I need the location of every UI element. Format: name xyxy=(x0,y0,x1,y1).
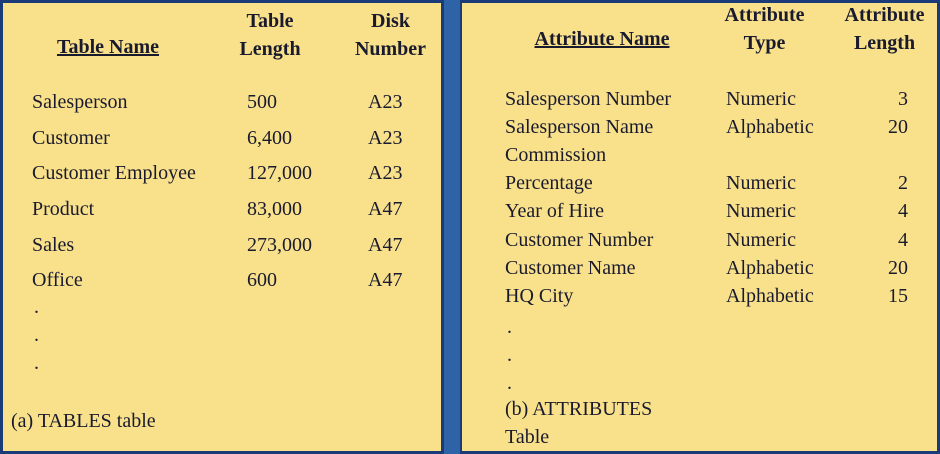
table-length-cell: 6,400 xyxy=(247,127,292,149)
attribute-length-cell: 4 xyxy=(898,229,908,251)
disk-number-cell: A47 xyxy=(368,234,403,256)
attribute-type-cell: Numeric xyxy=(726,200,796,222)
disk-number-cell: A23 xyxy=(368,127,403,149)
table-name-header: Table Name xyxy=(56,36,160,58)
attribute-name-cell: Percentage xyxy=(505,172,593,194)
disk-number-cell: A23 xyxy=(368,162,403,184)
table-length-cell: 600 xyxy=(247,269,277,291)
attribute-length-cell: 15 xyxy=(888,285,908,307)
attribute-name-cell: HQ City xyxy=(505,285,574,307)
panel-divider xyxy=(444,0,460,454)
ellipsis-dot: . xyxy=(34,324,39,346)
attribute-length-header: Attribute Length xyxy=(844,4,925,54)
disk-number-cell: A23 xyxy=(368,91,403,113)
attribute-type-cell: Alphabetic xyxy=(726,285,814,307)
attribute-type-header: Attribute Type xyxy=(724,4,805,54)
attribute-name-cell: Year of Hire xyxy=(505,200,605,222)
attribute-type-cell: Alphabetic xyxy=(726,257,814,279)
attribute-name-cell: Salesperson Number xyxy=(505,88,672,110)
attribute-type-cell: Numeric xyxy=(726,229,796,251)
table-length-cell: 83,000 xyxy=(247,198,302,220)
attribute-type-cell: Alphabetic xyxy=(726,116,814,138)
table-name-cell: Salesperson xyxy=(32,91,128,113)
attribute-type-cell: Numeric xyxy=(726,88,796,110)
table-length-cell: 273,000 xyxy=(247,234,312,256)
attribute-name-cell: Customer Number xyxy=(505,229,654,251)
attribute-name-cell: Salesperson Name xyxy=(505,116,654,138)
table-name-cell: Office xyxy=(32,269,83,291)
table-name-cell: Customer Employee xyxy=(32,162,196,184)
attribute-length-cell: 4 xyxy=(898,200,908,222)
table-length-cell: 500 xyxy=(247,91,277,113)
attribute-length-cell: 2 xyxy=(898,172,908,194)
attribute-length-cell: 20 xyxy=(888,257,908,279)
ellipsis-dot: . xyxy=(34,352,39,374)
attributes-caption-line1: (b) ATTRIBUTES xyxy=(505,398,653,420)
table-name-cell: Customer xyxy=(32,127,110,149)
table-name-cell: Sales xyxy=(32,234,75,256)
ellipsis-dot: . xyxy=(34,296,39,318)
attribute-type-cell: Numeric xyxy=(726,172,796,194)
tables-caption: (a) TABLES table xyxy=(11,410,156,432)
attribute-name-cell: Customer Name xyxy=(505,257,636,279)
attribute-length-cell: 20 xyxy=(888,116,908,138)
table-length-cell: 127,000 xyxy=(247,162,312,184)
attributes-table-panel xyxy=(462,3,937,451)
table-length-header: Table Length xyxy=(239,10,301,60)
ellipsis-dot: . xyxy=(507,344,512,366)
tables-table-panel xyxy=(3,3,441,451)
attribute-name-header: Attribute Name xyxy=(534,28,670,50)
disk-number-header: Disk Number xyxy=(354,10,427,60)
table-name-cell: Product xyxy=(32,198,95,220)
ellipsis-dot: . xyxy=(507,372,512,394)
disk-number-cell: A47 xyxy=(368,198,403,220)
attribute-name-cell: Commission xyxy=(505,144,607,166)
ellipsis-dot: . xyxy=(507,316,512,338)
disk-number-cell: A47 xyxy=(368,269,403,291)
attribute-length-cell: 3 xyxy=(898,88,908,110)
attributes-caption-line2: Table xyxy=(505,426,550,448)
